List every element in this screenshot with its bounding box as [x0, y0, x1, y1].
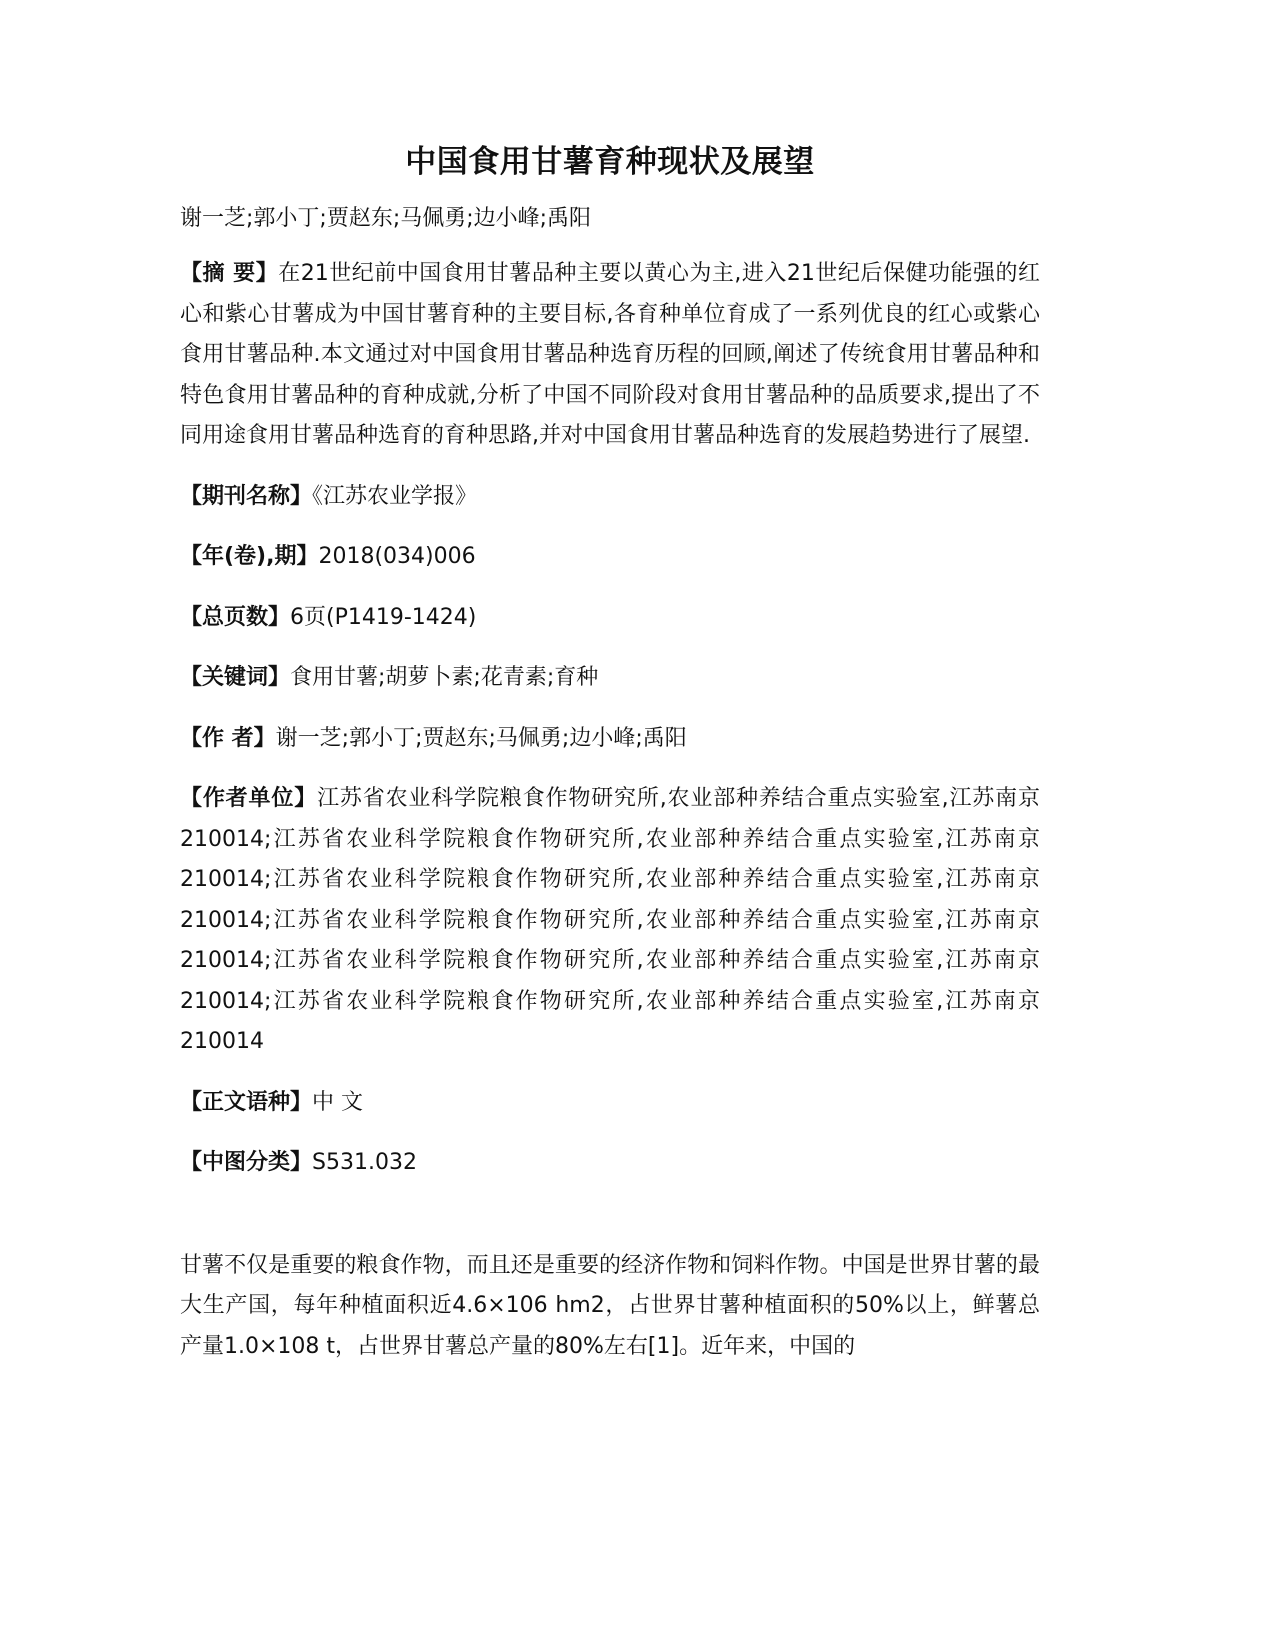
issue-field [180, 537, 1040, 578]
classification-field [180, 1143, 1040, 1184]
language-field [180, 1083, 1040, 1124]
issue-value: 2018(034)006 [318, 544, 476, 569]
affiliations-label: 【作者单位】 [180, 786, 318, 811]
language-value: 中 文 [312, 1089, 364, 1115]
abstract-field [180, 254, 1040, 457]
affiliations-value: 江苏省农业科学院粮食作物研究所,农业部种养结合重点实验室,江苏南京210014;江苏省农业科学院粮食作物研究所,农业部种养结合重点实验室,江苏南京210014;江苏省农业科学院粮食作物研究所,农业部种养结合重点实验室,江苏南京210014;江苏省农业科学院粮食作物研究所,农业部种养结合重点实验室,江苏南京210014;江苏省农业科学院粮食作物研究所,农业部种养结合重点实验室,江苏南京210014;江苏省农业科学院粮食作物研究所,农业部种养结合重点实验室,江苏南京210014 [180, 786, 1040, 1054]
language-label: 【正文语种】 [180, 1089, 313, 1115]
section-spacer [180, 1204, 1040, 1246]
authors-value: 谢一芝;郭小丁;贾赵东;马佩勇;边小峰;禹阳 [275, 725, 687, 751]
journal-field [180, 477, 1040, 518]
issue-label: 【年(卷),期】 [180, 544, 319, 569]
classification-label: 【中图分类】 [180, 1150, 313, 1175]
body-paragraph: 甘薯不仅是重要的粮食作物，而且还是重要的经济作物和饲料作物。中国是世界甘薯的最大生产国，每年种植面积近4.6×106 hm2，占世界甘薯种植面积的50%以上，鲜薯总产量1.0×108 t，占世界甘薯总产量的80%左右[1]。近年来，中国的 [180, 1252, 1040, 1359]
page-title: 中国食用甘薯育种现状及展望 [405, 144, 815, 180]
affiliations-field [180, 779, 1040, 1063]
authors-field [180, 719, 1040, 760]
document-page [180, 140, 1040, 1367]
pages-label: 【总页数】 [180, 604, 291, 630]
abstract-value: 在21世纪前中国食用甘薯品种主要以黄心为主,进入21世纪后保健功能强的红心和紫心甘薯成为中国甘薯育种的主要目标,各育种单位育成了一系列优良的红心或紫心食用甘薯品种.本文通过对中国食用甘薯品种选育历程的回顾,阐述了传统食用甘薯品种和特色食用甘薯品种的育种成就,分析了中国不同阶段对食用甘薯品种的品质要求,提出了不同用途食用甘薯品种选育的育种思路,并对中国食用甘薯品种选育的发展趋势进行了展望. [180, 261, 1041, 448]
authors-label: 【作 者】 [180, 725, 276, 751]
classification-value: S531.032 [312, 1150, 417, 1175]
journal-value: 《江苏农业学报》 [312, 483, 478, 509]
abstract-label: 【摘 要】 [180, 261, 279, 286]
keywords-label: 【关键词】 [180, 665, 291, 690]
keywords-value: 食用甘薯;胡萝卜素;花青素;育种 [290, 665, 599, 690]
authors-line: 谢一芝;郭小丁;贾赵东;马佩勇;边小峰;禹阳 [180, 206, 592, 231]
pages-value: 6页(P1419-1424) [290, 604, 477, 630]
pages-field [180, 598, 1040, 639]
keywords-field [180, 658, 1040, 699]
journal-label: 【期刊名称】 [180, 483, 313, 509]
